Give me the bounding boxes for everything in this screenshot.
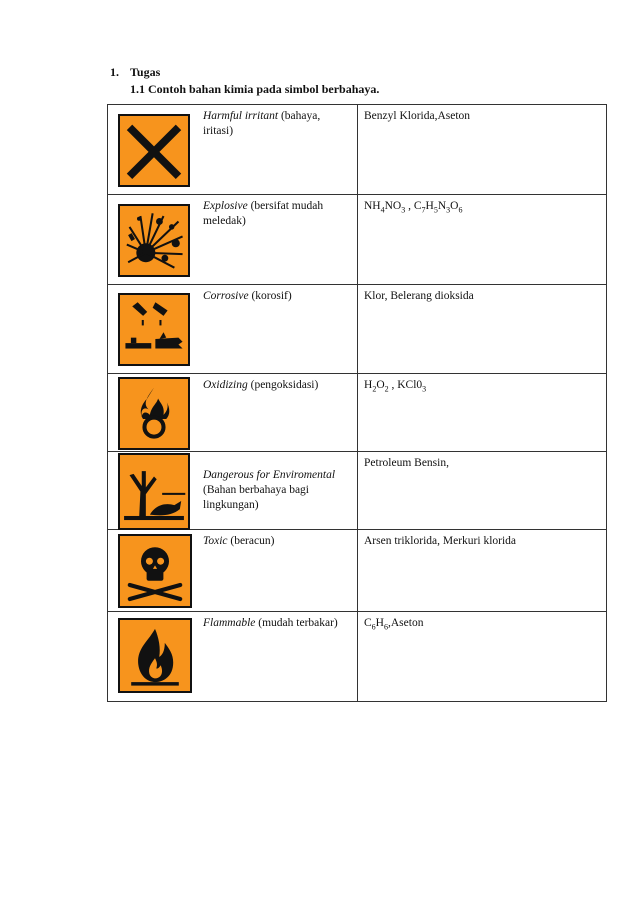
example-cell — [358, 612, 607, 702]
symbol-cell — [108, 374, 200, 452]
hazard-description: (bersifat mudah meledak) — [203, 200, 324, 227]
hazard-term: Toxic — [203, 535, 228, 547]
table-row — [108, 374, 607, 452]
toxic-skull-icon — [118, 534, 192, 608]
table-row — [108, 452, 607, 530]
hazard-term: Oxidizing — [203, 379, 248, 391]
harmful-irritant-icon — [118, 114, 190, 187]
hazard-name-cell — [199, 105, 358, 195]
symbol-cell — [108, 530, 200, 612]
symbol-cell — [108, 452, 200, 530]
subsection-heading: 1.1 Contoh bahan kimia pada simbol berbahaya. — [130, 82, 380, 96]
example-chemicals: Klor, Belerang dioksida — [364, 290, 474, 302]
hazard-description: (korosif) — [248, 290, 292, 302]
hazard-term: Dangerous for Enviromental — [203, 469, 336, 481]
example-chemicals: $NH_4NO_3$ , $C_7H_5N_3O_6$ — [364, 200, 463, 215]
table-row — [108, 105, 607, 195]
example-chemicals: $C_6H_6,Aseton$ — [364, 617, 424, 632]
oxidizing-icon — [118, 377, 190, 450]
hazard-name-cell — [199, 612, 358, 702]
hazard-term: Harmful irritant — [203, 110, 279, 122]
symbol-cell — [108, 105, 200, 195]
example-cell — [358, 285, 607, 374]
table-row — [108, 530, 607, 612]
example-cell — [358, 530, 607, 612]
example-cell — [358, 452, 607, 530]
hazard-term: Flammable — [203, 617, 256, 629]
hazard-symbol-table — [107, 104, 607, 702]
environment-hazard-icon — [118, 453, 190, 530]
explosive-icon — [118, 204, 190, 277]
table-row — [108, 612, 607, 702]
table-row — [108, 285, 607, 374]
hazard-description: (pengoksidasi) — [247, 379, 319, 391]
table-row — [108, 195, 607, 285]
example-cell — [358, 195, 607, 285]
hazard-name-cell — [199, 195, 358, 285]
hazard-term: Explosive — [203, 200, 248, 212]
symbol-cell — [108, 195, 200, 285]
example-cell — [358, 374, 607, 452]
hazard-description: (mudah terbakar) — [255, 617, 338, 629]
example-cell — [358, 105, 607, 195]
hazard-name-cell — [199, 374, 358, 452]
hazard-term: Corrosive — [203, 290, 249, 302]
example-chemicals: Petroleum Bensin, — [364, 457, 449, 469]
section-heading — [110, 64, 160, 80]
example-chemicals: Arsen triklorida, Merkuri klorida — [364, 535, 517, 547]
hazard-description: (Bahan berbahaya bagi lingkungan) — [203, 484, 310, 511]
flammable-icon — [118, 618, 192, 693]
section-number: 1. — [110, 65, 119, 79]
example-chemicals: Benzyl Klorida,Aseton — [364, 110, 471, 122]
section-title: Tugas — [130, 65, 161, 79]
example-chemicals: $H_2O_2$ , $KCl0_3$ — [364, 379, 427, 394]
hazard-name-cell — [199, 452, 358, 530]
symbol-cell — [108, 612, 200, 702]
hazard-description: (beracun) — [227, 535, 275, 547]
hazard-description: (bahaya, iritasi) — [203, 110, 321, 137]
corrosive-icon — [118, 293, 190, 366]
symbol-cell — [108, 285, 200, 374]
hazard-name-cell — [199, 530, 358, 612]
hazard-name-cell — [199, 285, 358, 374]
